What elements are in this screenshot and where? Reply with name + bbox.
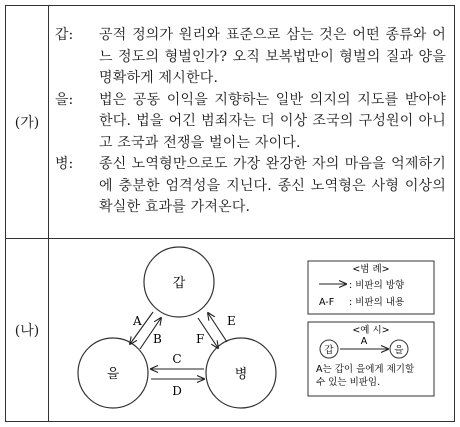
- speaker-byeong: 병:: [55, 156, 74, 173]
- arrow-a-label: A: [133, 314, 142, 328]
- speaker-eul: 을:: [55, 91, 74, 108]
- statement-gap: [55, 25, 446, 90]
- arrow-b-label: B: [153, 332, 162, 346]
- arrow-c-label: C: [172, 352, 182, 366]
- legend-range-label: A-F: [319, 297, 335, 308]
- example-box: [308, 322, 434, 396]
- example-from-label: 갑: [324, 345, 334, 356]
- section-b-content: [49, 239, 455, 422]
- statement-byeong: [55, 154, 446, 219]
- node-byeong-label: 병: [234, 367, 248, 382]
- passage-table: [5, 5, 455, 422]
- section-a-label: (가): [6, 6, 49, 239]
- node-gap-label: 갑: [172, 276, 186, 291]
- node-eul-label: 을: [106, 367, 120, 382]
- legend-arrow-desc: : 비판의 방향: [349, 280, 405, 291]
- statement-eul: [55, 90, 446, 155]
- statement-byeong-text: 종신 노역형만으로도 가장 완강한 자의 마음을 억제하기에 충분한 엄격성을 지닌다. 종신 노역형은 사형 이상의 확실한 효과를 가져온다.: [99, 156, 446, 216]
- speaker-gap: 갑:: [55, 27, 74, 44]
- legend-range-desc: : 비판의 내용: [349, 297, 405, 308]
- example-to-label: 을: [394, 345, 404, 356]
- statement-eul-text: 법은 공동 이익을 지향하는 일반 의지의 지도를 받아야 한다. 법을 어긴 범죄자는 더 이상 조국의 구성원이 아니고 조국과 전쟁을 벌이는 자이다.: [99, 91, 446, 151]
- section-a-content: [49, 6, 455, 239]
- section-b-label: (나): [6, 239, 49, 422]
- legend-box: [308, 261, 434, 314]
- arrow-e-label: E: [227, 314, 236, 328]
- example-desc-line2: 수 있는 비판임.: [316, 377, 381, 388]
- example-arrow-label: A: [360, 336, 368, 347]
- example-title: <예 시>: [352, 325, 390, 336]
- arrow-d-label: D: [172, 384, 182, 398]
- statement-gap-text: 공적 정의가 원리와 표준으로 삼는 것은 어떤 종류와 어느 정도의 형벌인가? 오직 보복법만이 형벌의 질과 양을 명확하게 제시한다.: [99, 27, 446, 87]
- arrow-f-label: F: [196, 332, 205, 346]
- legend-title: <범 례>: [352, 264, 390, 275]
- criticism-diagram: [49, 239, 455, 421]
- example-desc-line1: A는 갑이 을에게 제기할: [316, 364, 415, 375]
